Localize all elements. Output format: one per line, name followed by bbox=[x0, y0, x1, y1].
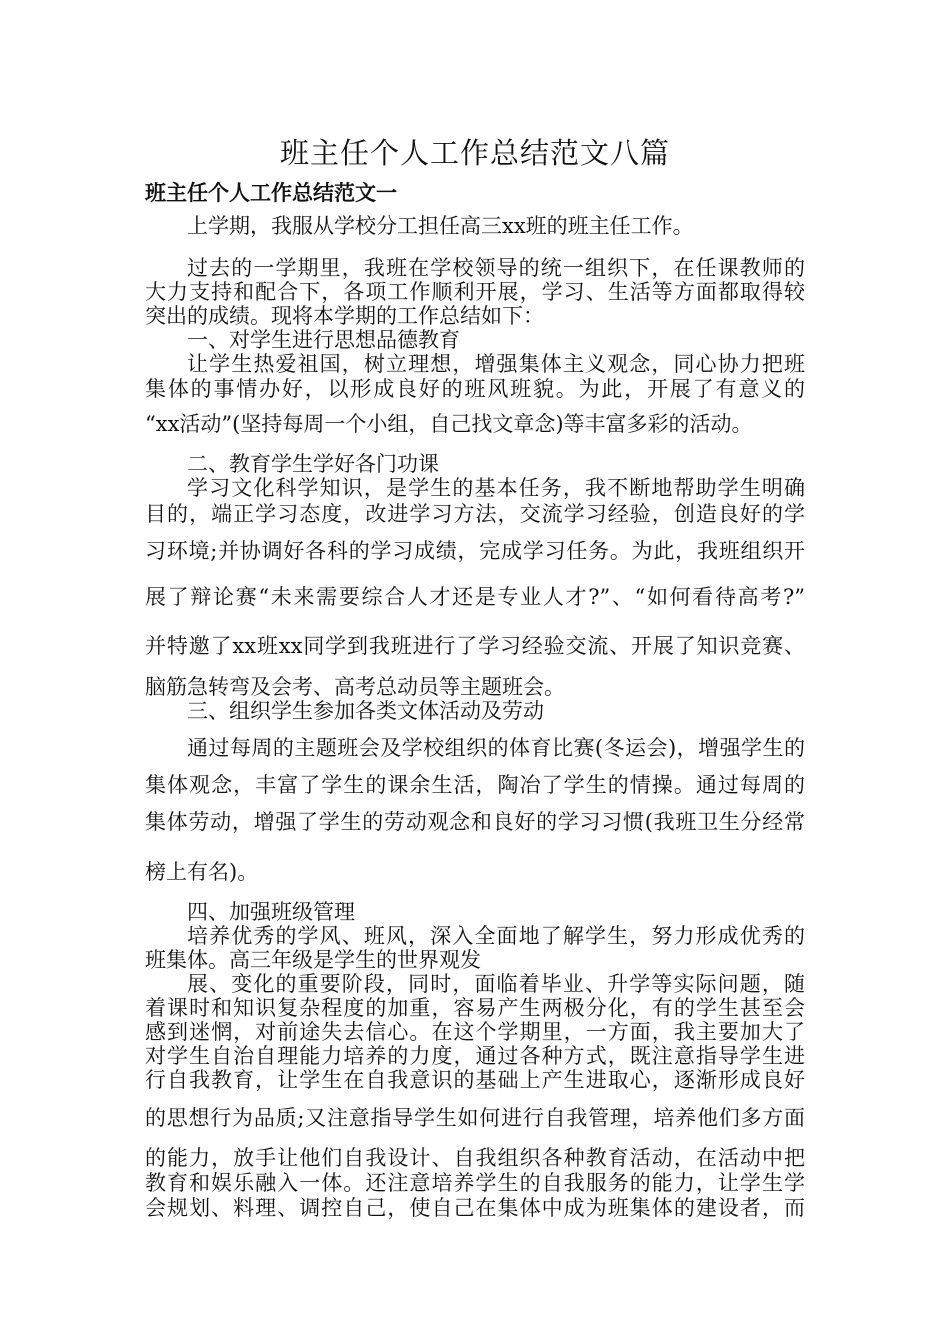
document-title: 班主任个人工作总结范文八篇 bbox=[279, 136, 670, 170]
section-heading: 二、教育学生学好各门功课 bbox=[187, 452, 439, 476]
paragraph-line: 突出的成绩。现将本学期的工作总结如下： bbox=[145, 304, 544, 328]
paragraph-line: 的思想行为品质;又注意指导学生如何进行自我管理，培养他们多方面 bbox=[145, 1106, 805, 1130]
paragraph-line: 并特邀了xx班xx同学到我班进行了学习经验交流、开展了知识竞赛、 bbox=[145, 634, 805, 658]
paragraph-line: 着课时和知识复杂程度的加重，容易产生两极分化，有的学生甚至会 bbox=[145, 996, 805, 1020]
paragraph-line: 习环境;并协调好各科的学习成绩，完成学习任务。为此，我班组织开 bbox=[145, 539, 805, 563]
paragraph-line: 让学生热爱祖国，树立理想，增强集体主义观念，同心协力把班 bbox=[187, 352, 805, 376]
paragraph-line: 目的，端正学习态度，改进学习方法，交流学习经验，创造良好的学 bbox=[145, 502, 805, 526]
paragraph-line: 培养优秀的学风、班风，深入全面地了解学生，努力形成优秀的 bbox=[187, 924, 805, 948]
paragraph-line: 展、变化的重要阶段，同时，面临着毕业、升学等实际问题，随 bbox=[187, 972, 805, 996]
paragraph-line: 大力支持和配合下，各项工作顺利开展，学习、生活等方面都取得较 bbox=[145, 280, 805, 304]
paragraph-line: 感到迷惘，对前途失去信心。在这个学期里，一方面，我主要加大了 bbox=[145, 1020, 805, 1044]
paragraph-line: 通过每周的主题班会及学校组织的体育比赛(冬运会)，增强学生的 bbox=[187, 736, 805, 760]
paragraph-line: 对学生自治自理能力培养的力度，通过各种方式，既注意指导学生进 bbox=[145, 1044, 805, 1068]
paragraph-line: 行自我教育，让学生在自我意识的基础上产生进取心，逐渐形成良好 bbox=[145, 1068, 805, 1092]
paragraph-line: 展了辩论赛“未来需要综合人才还是专业人才?”、“如何看待高考?” bbox=[145, 585, 805, 609]
paragraph-line: 榜上有名)。 bbox=[145, 860, 259, 884]
paragraph-line: 过去的一学期里，我班在学校领导的统一组织下，在任课教师的 bbox=[187, 256, 805, 280]
section-heading: 四、加强班级管理 bbox=[187, 900, 355, 924]
section-heading: 班主任个人工作总结范文一 bbox=[145, 181, 397, 205]
paragraph-line: 脑筋急转弯及会考、高考总动员等主题班会。 bbox=[145, 675, 565, 699]
paragraph-line: 集体的事情办好，以形成良好的班风班貌。为此，开展了有意义的 bbox=[145, 377, 805, 401]
paragraph-line: “xx活动”(坚持每周一个小组，自己找文章念)等丰富多彩的活动。 bbox=[145, 412, 753, 436]
paragraph-line: 集体观念，丰富了学生的课余生活，陶冶了学生的情操。通过每周的 bbox=[145, 773, 805, 797]
paragraph-line: 集体劳动，增强了学生的劳动观念和良好的学习习惯(我班卫生分经常 bbox=[145, 810, 805, 834]
paragraph-line: 班集体。高三年级是学生的世界观发 bbox=[145, 948, 481, 972]
section-heading: 三、组织学生参加各类文体活动及劳动 bbox=[187, 699, 544, 723]
section-heading: 一、对学生进行思想品德教育 bbox=[187, 328, 460, 352]
paragraph-line: 的能力，放手让他们自我设计、自我组织各种教育活动，在活动中把 bbox=[145, 1146, 805, 1170]
paragraph-line: 上学期，我服从学校分工担任高三xx班的班主任工作。 bbox=[187, 214, 694, 238]
paragraph-line: 会规划、料理、调控自己，使自己在集体中成为班集体的建设者，而 bbox=[145, 1196, 805, 1220]
paragraph-line: 教育和娱乐融入一体。还注意培养学生的自我服务的能力，让学生学 bbox=[145, 1171, 805, 1195]
paragraph-line: 学习文化科学知识，是学生的基本任务，我不断地帮助学生明确 bbox=[187, 476, 805, 500]
